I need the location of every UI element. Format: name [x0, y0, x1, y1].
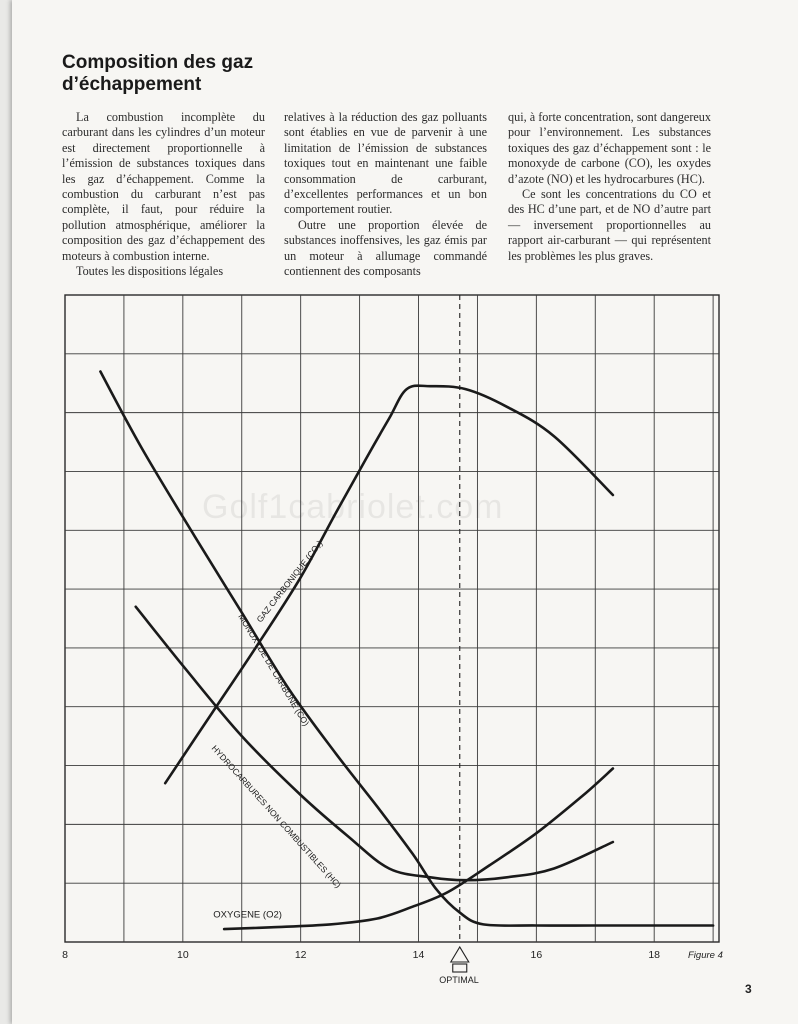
x-tick-label: 14 — [412, 949, 425, 961]
optimal-marker — [451, 295, 469, 972]
series-labels — [210, 538, 344, 920]
chart-grid — [65, 295, 719, 942]
emissions-chart — [12, 0, 798, 1024]
x-tick-label: 12 — [294, 949, 307, 961]
x-axis-ticks — [62, 949, 660, 961]
chart-series — [100, 372, 713, 930]
paragraph: Toutes les dispositions légales — [76, 264, 224, 279]
co-label: MONOXYDE DE CARBONE (CO) — [236, 612, 312, 728]
page-number: 3 — [745, 982, 752, 996]
figure-label: Figure 4 — [688, 950, 723, 961]
document-page — [12, 0, 798, 1024]
paragraph: Outre une proportion élevée de substances inoffensives, les gaz émis par un moteur à allumage commandé contiennent des composants — [284, 217, 487, 279]
x-tick-label: 10 — [176, 949, 189, 961]
x-tick-label: 8 — [62, 949, 68, 961]
optimal-box — [453, 964, 467, 972]
co2-label: GAZ CARBONIQUE (CO₂) — [254, 538, 325, 625]
x-tick-label: 16 — [530, 949, 543, 961]
paragraph: relatives à la réduction des gaz polluants sont établies en vue de parvenir à une limitation de l’émission de substances toxiques tout en maintenant une faible consommation de carburant, d’excellentes performances et un bon comportement routier. — [284, 110, 487, 217]
hc-label: HYDROCARBURES NON COMBUSTIBLES (HC) — [209, 743, 344, 890]
co-curve — [100, 372, 713, 926]
x-tick-label: 18 — [648, 949, 661, 961]
paragraph: Ce sont les concentrations du CO et des HC d’une part, et de NO d’autre part — inversement proportionnelles au rapport air-carburant — qui représentent les problèmes les plus graves. — [508, 187, 711, 263]
watermark: Golf1cabriolet.com — [202, 488, 504, 526]
paragraph: qui, à forte concentration, sont dangereux pour l’environnement. Les substances toxiques des gaz d’échappement sont : le monoxyde de carbone (CO), les oxydes d’azote (NO) et les hydrocarbures (HC). — [508, 110, 711, 186]
paragraph: La combustion incomplète du carburant dans les cylindres d’un moteur est directement proportionnelle à l’émission de substances toxiques dans les gaz d’échappement. Comme la combustion du carburant n’est pas complète, il faut, pour réduire la pollution atmosphérique, améliorer la composition des gaz d’échappement des moteurs à combustion interne. — [62, 110, 265, 263]
o2-label: OXYGENE (O2) — [213, 909, 282, 921]
optimal-label: OPTIMAL — [439, 975, 479, 985]
page-title: Composition des gaz d’échappement — [62, 52, 254, 95]
plot-frame — [65, 295, 719, 942]
optimal-arrow — [451, 947, 469, 962]
